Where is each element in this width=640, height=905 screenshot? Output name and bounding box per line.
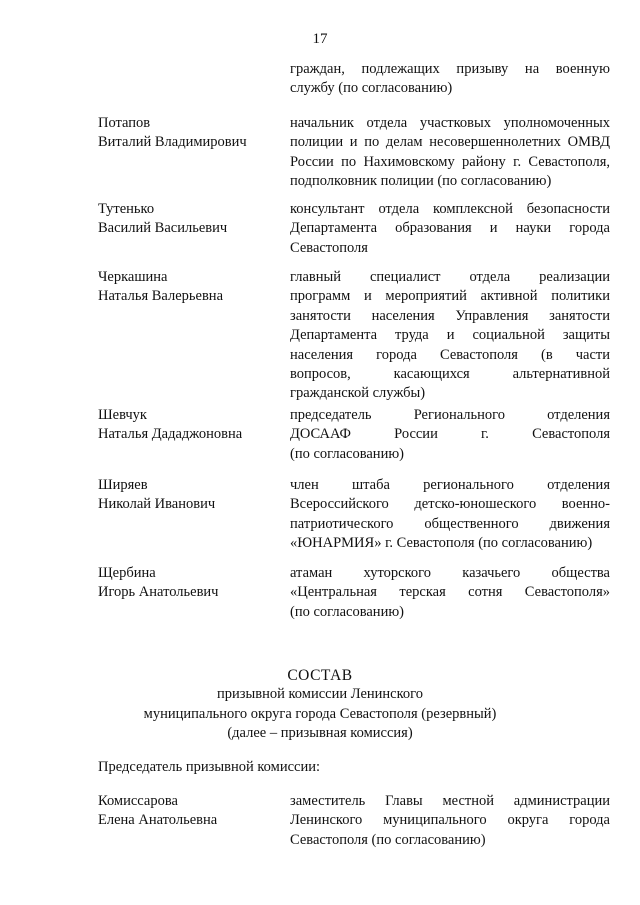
member-given-names: Наталья Дададжоновна [98,426,243,443]
member-position: председатель Регионального отделения ДОСААФ России г. Севастополя (по согласованию) [290,407,610,462]
member-position: консультант отдела комплексной безопасности Департамента образования и науки города Севастополя [290,201,610,256]
section-heading [0,666,640,744]
member-surname: Тутенько [98,201,155,217]
member-surname: Черкашина [98,269,168,285]
member-name [98,268,278,307]
member-name [98,114,278,153]
member-surname: Ширяев [98,477,148,493]
member-position: заместитель Главы местной администрации Ленинского муниципального округа города Севастополя (по согласованию) [290,793,610,848]
section-subtitle-line: призывной комиссии Ленинского [217,686,423,703]
member-given-names: Елена Анатольевна [98,812,218,829]
chair-label: Председатель призывной комиссии: [98,759,321,775]
section-subtitle-line: (далее – призывная комиссия) [227,725,413,742]
continuation-text: граждан, подлежащих призыву на военную службу (по согласованию) [290,61,610,97]
member-name [98,200,278,239]
member-position: член штаба регионального отделения Всероссийского детско-юношеского военно- патриотического общественного движения «ЮНАРМИЯ» г. Севастополя (по согласованию) [290,477,610,552]
member-name [98,476,278,515]
member-surname: Комиссарова [98,793,178,809]
member-position: главный специалист отдела реализации программ и мероприятий активной политики занятости населения Управления занятости Департамента труда и социальной защиты населения города Севастополя (в части вопросов, касающихся альтернативной гражданской службы) [290,269,610,402]
member-given-names: Василий Васильевич [98,220,228,237]
member-surname: Потапов [98,115,151,131]
page-number: 17 [312,31,328,47]
member-given-names: Наталья Валерьевна [98,288,223,305]
member-name [98,406,278,445]
member-position: начальник отдела участковых уполномоченных полиции и по делам несовершеннолетних ОМВД России по Нахимовскому району г. Севастополя, подполковник полиции (по согласованию) [290,115,610,190]
member-given-names: Николай Иванович [98,496,216,513]
member-name [98,564,278,603]
member-name [98,792,278,831]
member-surname: Щербина [98,565,156,581]
member-given-names: Игорь Анатольевич [98,584,219,601]
section-title: СОСТАВ [287,667,353,684]
member-surname: Шевчук [98,407,147,423]
member-given-names: Виталий Владимирович [98,134,247,151]
section-subtitle-line: муниципального округа города Севастополя (резервный) [143,705,497,722]
member-position: атаман хуторского казачьего общества «Центральная терская сотня Севастополя» (по согласованию) [290,565,610,620]
